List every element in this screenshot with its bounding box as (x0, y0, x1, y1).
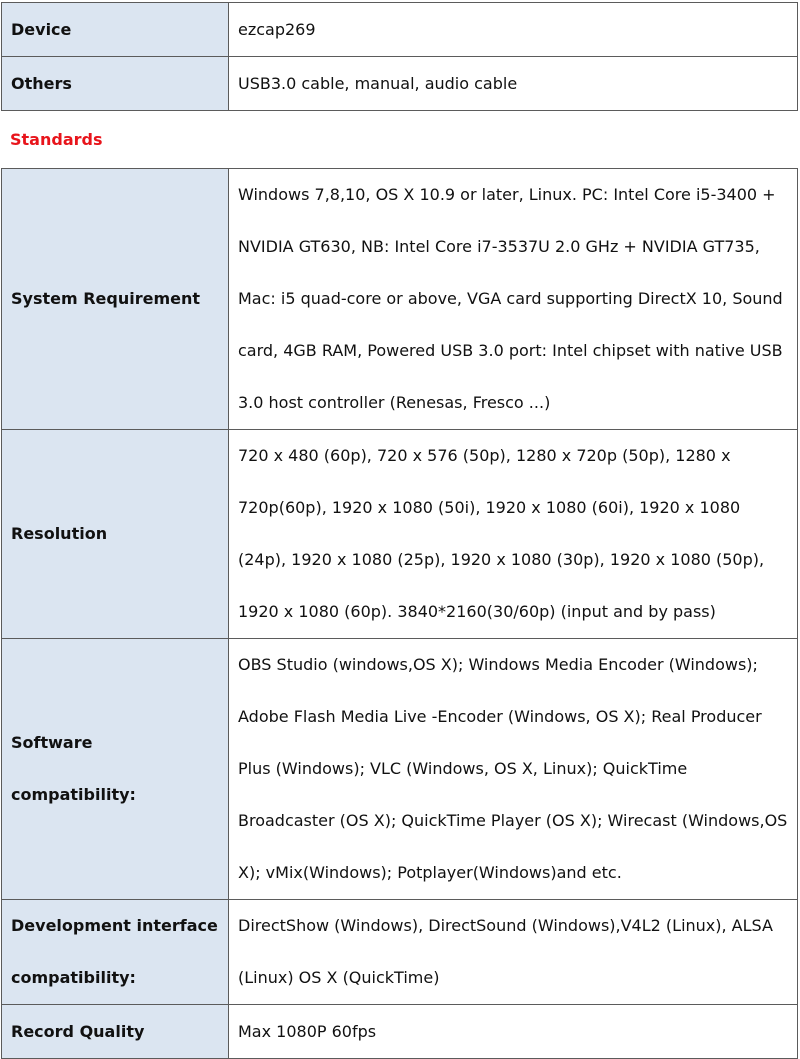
row-label: Device (2, 3, 229, 57)
row-label: System Requirement (2, 169, 229, 430)
device-info-table (1, 2, 798, 111)
table-row (2, 639, 798, 900)
table-row (2, 57, 798, 111)
row-value: Windows 7,8,10, OS X 10.9 or later, Linux. PC: Intel Core i5-3400 + NVIDIA GT630, NB: Intel Core i7-3537U 2.0 GHz + NVIDIA GT735, Mac: i5 quad-core or above, VGA card supporting DirectX 10, Sound card, 4GB RAM, Powered USB 3.0 port: Intel chipset with native USB 3.0 host controller (Renesas, Fresco ...) (229, 169, 798, 430)
table-row (2, 1005, 798, 1059)
row-value: USB3.0 cable, manual, audio cable (229, 57, 798, 111)
row-value: ezcap269 (229, 3, 798, 57)
table-row (2, 900, 798, 1005)
section-heading: Standards (10, 130, 103, 149)
row-label: Development interface compatibility: (2, 900, 229, 1005)
row-label: Resolution (2, 430, 229, 639)
row-label: Software compatibility: (2, 639, 229, 900)
row-value: Max 1080P 60fps (229, 1005, 798, 1059)
table-row (2, 3, 798, 57)
row-value: OBS Studio (windows,OS X); Windows Media Encoder (Windows); Adobe Flash Media Live -Encoder (Windows, OS X); Real Producer Plus (Windows); VLC (Windows, OS X, Linux); QuickTime Broadcaster (OS X); QuickTime Player (OS X); Wirecast (Windows,OS X); vMix(Windows); Potplayer(Windows)and etc. (229, 639, 798, 900)
row-value: 720 x 480 (60p), 720 x 576 (50p), 1280 x 720p (50p), 1280 x 720p(60p), 1920 x 1080 (50i), 1920 x 1080 (60i), 1920 x 1080 (24p), 1920 x 1080 (25p), 1920 x 1080 (30p), 1920 x 1080 (50p), 1920 x 1080 (60p). 3840*2160(30/60p) (input and by pass) (229, 430, 798, 639)
row-value: DirectShow (Windows), DirectSound (Windows),V4L2 (Linux), ALSA (Linux) OS X (QuickTime) (229, 900, 798, 1005)
row-label: Record Quality (2, 1005, 229, 1059)
table-row (2, 169, 798, 430)
table-row (2, 430, 798, 639)
row-label: Others (2, 57, 229, 111)
standards-table (1, 168, 798, 1059)
